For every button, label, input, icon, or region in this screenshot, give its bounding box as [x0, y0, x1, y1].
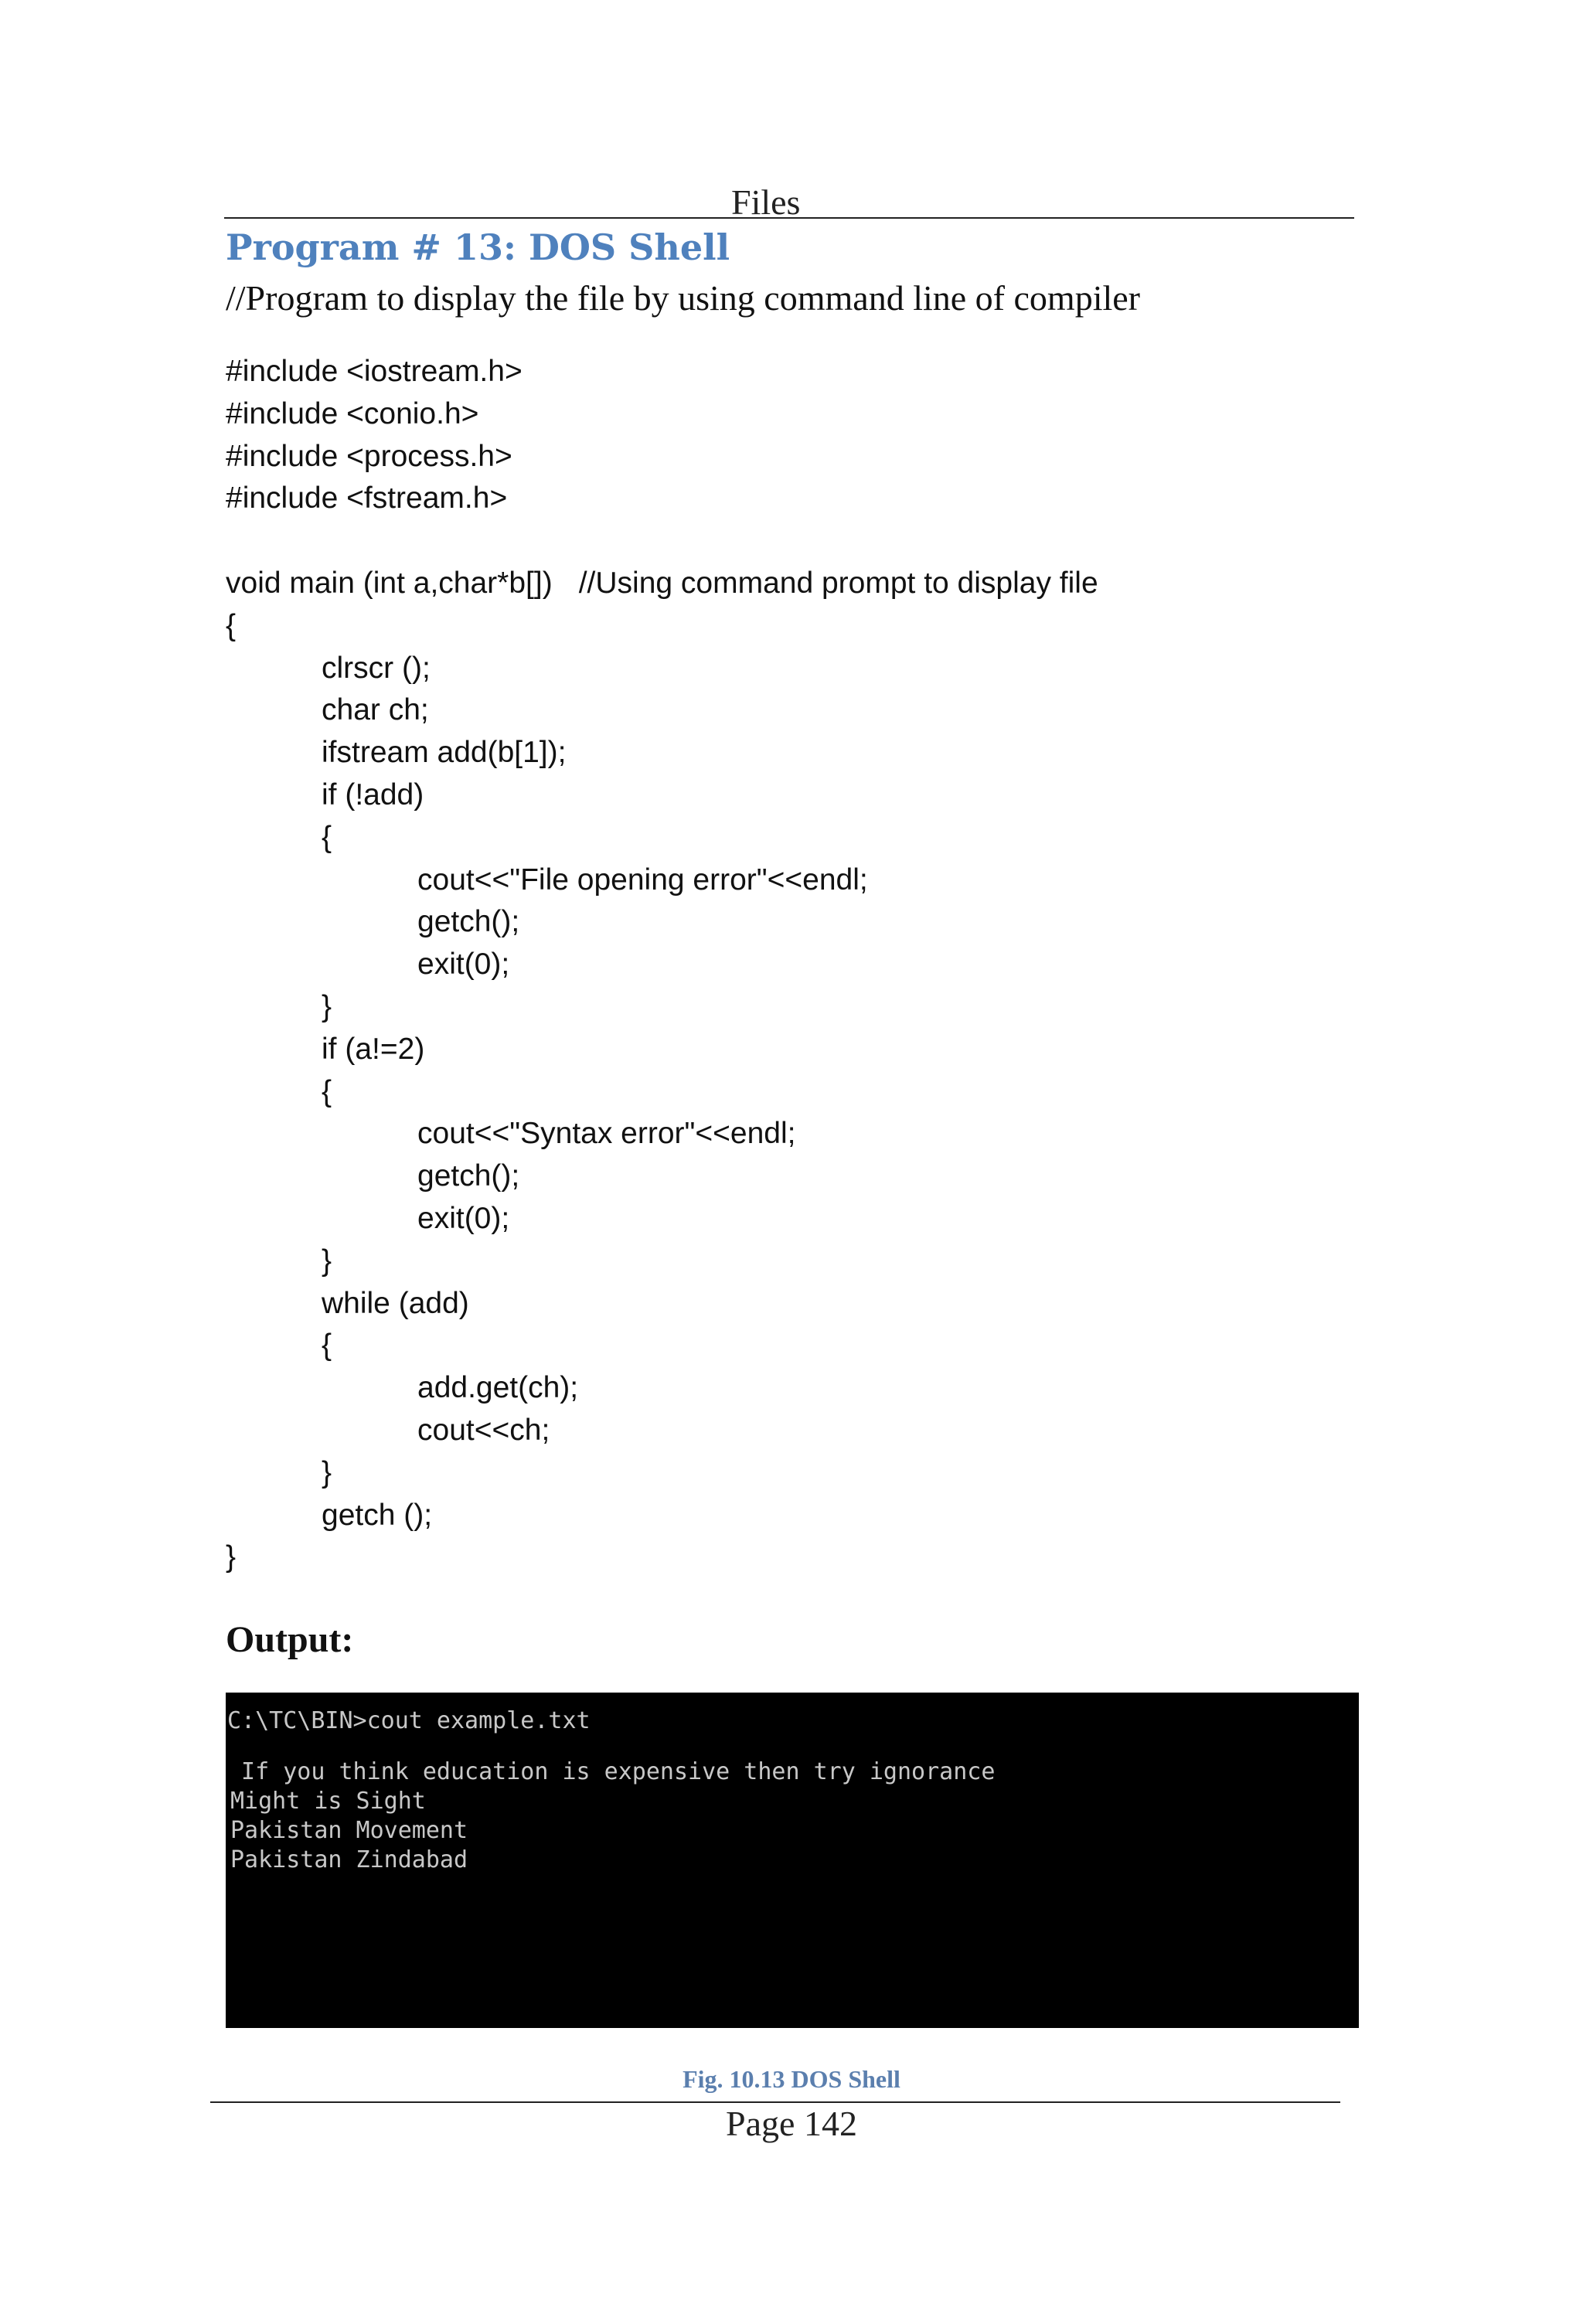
code-line: getch();	[417, 1159, 520, 1193]
code-line: while (add)	[322, 1286, 469, 1320]
code-line: exit(0);	[417, 948, 510, 982]
terminal-output-line: Pakistan Movement	[230, 1817, 468, 1844]
code-line: clrscr ();	[322, 651, 431, 685]
code-line: cout<<ch;	[417, 1413, 550, 1447]
output-heading: Output:	[226, 1619, 354, 1660]
code-line: add.get(ch);	[417, 1371, 579, 1405]
code-line-brace: }	[322, 989, 332, 1023]
main-comment: //Using command prompt to display file	[578, 566, 1098, 600]
terminal-output-line: Pakistan Zindabad	[230, 1846, 468, 1873]
code-line-include: #include <iostream.h>	[226, 355, 523, 388]
running-header-title: Files	[731, 182, 801, 222]
program-heading: Program # 13: DOS Shell	[226, 226, 730, 268]
code-line-brace: {	[322, 1074, 332, 1108]
code-line: cout<<"Syntax error"<<endl;	[417, 1117, 796, 1151]
dos-terminal-screenshot	[226, 1693, 1359, 2028]
code-line-brace: {	[322, 1329, 332, 1363]
code-line-include: #include <conio.h>	[226, 396, 479, 430]
code-line-brace: }	[322, 1455, 332, 1489]
code-line: if (!add)	[322, 778, 424, 812]
code-line: exit(0);	[417, 1201, 510, 1235]
program-description: //Program to display the file by using command line of compiler	[226, 278, 1140, 318]
figure-caption: Fig. 10.13 DOS Shell	[683, 2065, 900, 2093]
code-listing	[226, 351, 1098, 1579]
code-blank-line	[226, 520, 1098, 563]
code-line: getch();	[417, 905, 520, 939]
code-line: ifstream add(b[1]);	[322, 736, 567, 770]
main-signature: void main (int a,char*b[])	[226, 566, 553, 600]
code-line-brace: }	[226, 1540, 237, 1574]
code-line-brace: }	[322, 1244, 332, 1278]
terminal-output-line: Might is Sight	[230, 1788, 426, 1815]
terminal-output-line: If you think education is expensive then try ignorance	[227, 1758, 996, 1785]
page-number: Page 142	[726, 2104, 857, 2143]
code-line: char ch;	[322, 693, 429, 727]
code-line-include: #include <fstream.h>	[226, 481, 508, 515]
terminal-command: C:\TC\BIN>cout example.txt	[227, 1707, 591, 1734]
header-divider	[224, 217, 1354, 219]
code-line-include: #include <process.h>	[226, 439, 512, 473]
code-line: cout<<"File opening error"<<endl;	[417, 863, 868, 897]
code-line-brace: {	[226, 608, 237, 642]
code-line-brace: {	[322, 820, 332, 854]
code-line: if (a!=2)	[322, 1032, 425, 1066]
code-line-main	[226, 563, 1098, 605]
code-line: getch ();	[322, 1498, 433, 1532]
